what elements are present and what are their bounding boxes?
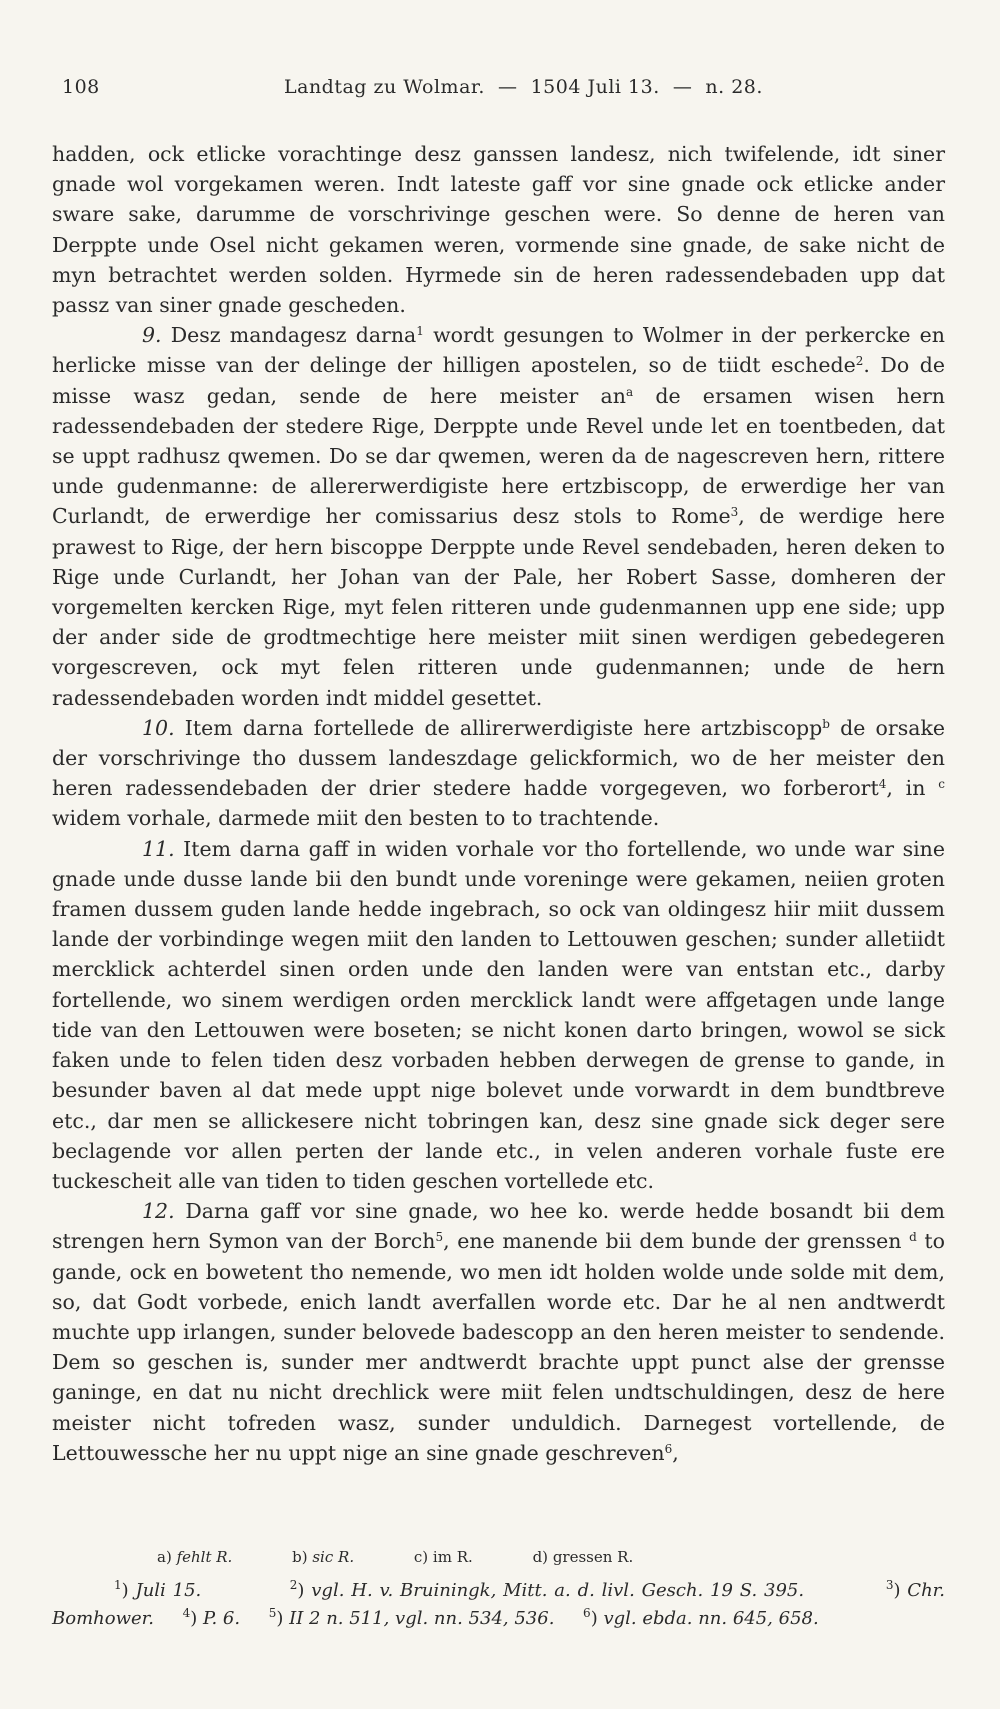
- section-number: 11.: [142, 836, 175, 861]
- footnote-marker: 2: [855, 354, 864, 369]
- paragraph-12: 12. Darna gaff vor sine gnade, wo hee ko. werde hedde bosandt bii dem strengen hern Symon van der Borch$^5$, ene manende bii dem bunde der grenssen $^d$ to gande, ock en bowetent tho nemende, wo men idt holden wolde unde solde mit dem, so, dat Godt vorbede, enich landt averfallen worde etc. Dar he al nen andtwerdt muchte upp irlangen, sunder belovede badescopp an den heren meister to sendende. Dem so geschen is, sunder mer andtwerdt brachte uppt punct alse der grensse ganinge, en dat nu nicht drechlick were miit felen undtschuldingen, desz de here meister nicht tofreden wasz, sunder unduldich. Darnegest vortellende, de Lettouwessche her nu uppt nige an sine gnade geschreven$^6$,: [52, 1199, 945, 1465]
- footnote-block: $^1$) Juli 15. $^2$) vgl. H. v. Bruiningk, Mitt. a. d. livl. Gesch. 19 S. 395. $^3$) Chr. Bomhower. $^4$) P. 6. $^5$) II 2 n. 511, vgl. nn. 534, 536. $^6$) vgl. ebda. nn. 645, 658.: [52, 1578, 946, 1629]
- variant-marker: d: [909, 1230, 917, 1245]
- footnotes: [52, 1577, 945, 1633]
- apparatus-entry: c) im R.: [413, 1548, 473, 1566]
- footnote-marker: 4: [878, 777, 887, 792]
- footnote-marker: 6: [664, 1441, 673, 1456]
- critical-apparatus: [52, 1548, 945, 1566]
- variant-marker: a: [625, 384, 634, 399]
- footnote-marker: 3: [730, 505, 739, 520]
- page-header: [54, 76, 946, 106]
- apparatus-entry: d) gressen R.: [532, 1548, 634, 1566]
- apparatus-entry: b) sic R.: [292, 1548, 355, 1566]
- paragraph-10: 10. Item darna fortellede de allirerwerdigiste here artzbiscopp$^b$ de orsake der vorschrivinge tho dussem landeszdage gelickformich, wo de her meister den heren radessendebaden der drier stedere hadde vorgegeven, wo forberort$^4$, in $^c$ widem vorhale, darmede miit den besten to to trachtende.: [52, 715, 945, 831]
- section-number: 10.: [142, 715, 175, 740]
- page-number: 108: [62, 76, 100, 98]
- paragraph-continued: hadden, ock etlicke vorachtinge desz ganssen landesz, nich twifelende, idt siner gnade wol vorgekamen weren. Indt lateste gaff vor sine gnade ock etlicke ander sware sake, darumme de vorschrivinge geschen were. So denne de heren van Derppte unde Osel nicht gekamen weren, vormende sine gnade, de sake nicht de myn betrachtet werden solden. Hyrmede sin de heren radessendebaden upp dat passz van siner gnade gescheden.: [52, 142, 945, 318]
- body-text: [52, 139, 945, 1468]
- paragraph-11: 11. Item darna gaff in widen vorhale vor tho fortellende, wo unde war sine gnade unde dusse lande bii den bundt unde voreninge were gekamen, neiien groten framen dussem guden lande hedde ingebrach, so ock van oldingesz hiir miit dussem lande der vorbindinge wegen miit den landen to Lettouwen geschen; sunder alletiidt mercklick achterdel sinen orden unde den landen were van entstan etc., darby fortellende, wo sinem werdigen orden mercklick landt were affgetagen unde lange tide van den Lettouwen were boseten; se nicht konen darto bringen, wowol se sick faken unde to felen tiden desz vorbaden hebben derwegen de grense to gande, in besunder baven al dat mede uppt nige bolevet unde vorwardt in dem bundtbreve etc., dar men se allickesere nicht tobringen kan, desz sine gnade sick deger sere beclagende vor allen perten der lande etc., in velen anderen vorhale fuste ere tuckescheit alle van tiden to tiden geschen vortellede etc.: [52, 836, 945, 1193]
- running-title: Landtag zu Wolmar. — 1504 Juli 13. — n. 28.: [284, 76, 763, 98]
- footnote-marker: 5: [435, 1230, 444, 1245]
- section-number: 12.: [142, 1199, 175, 1224]
- footnote-marker: 1: [416, 324, 424, 339]
- section-number: 9.: [142, 323, 162, 348]
- apparatus-entry: a) fehlt R.: [157, 1548, 233, 1566]
- variant-marker: c: [938, 777, 945, 792]
- variant-marker: b: [822, 716, 830, 731]
- paragraph-9: 9. Desz mandagesz darna$^1$ wordt gesungen to Wolmer in der perkercke en herlicke misse van der delinge der hilligen apostelen, so de tiidt eschede$^2$. Do de misse wasz gedan, sende de here meister $an^a$ de ersamen wisen hern radessendebaden der stedere Rige, Derppte unde Revel unde let en toentbeden, dat se uppt radhusz qwemen. Do se dar qwemen, weren da de nagescreven hern, rittere unde gudenmanne: de allererwerdigiste here ertzbiscopp, de erwerdige her van Curlandt, de erwerdige her comissarius desz stols to Rome$^3$, de werdige here prawest to Rige, der hern biscoppe Derppte unde Revel sendebaden, heren deken to Rige unde Curlandt, her Johan van der Pale, her Robert Sasse, domheren der vorgemelten kercken Rige, myt felen ritteren unde gudenmannen upp ene side; upp der ander side de grodtmechtige here meister miit sinen werdigen gebedegeren vorgescreven, ock myt felen ritteren unde gudenmannen; unde de hern radessendebaden worden indt middel gesettet.: [52, 323, 945, 710]
